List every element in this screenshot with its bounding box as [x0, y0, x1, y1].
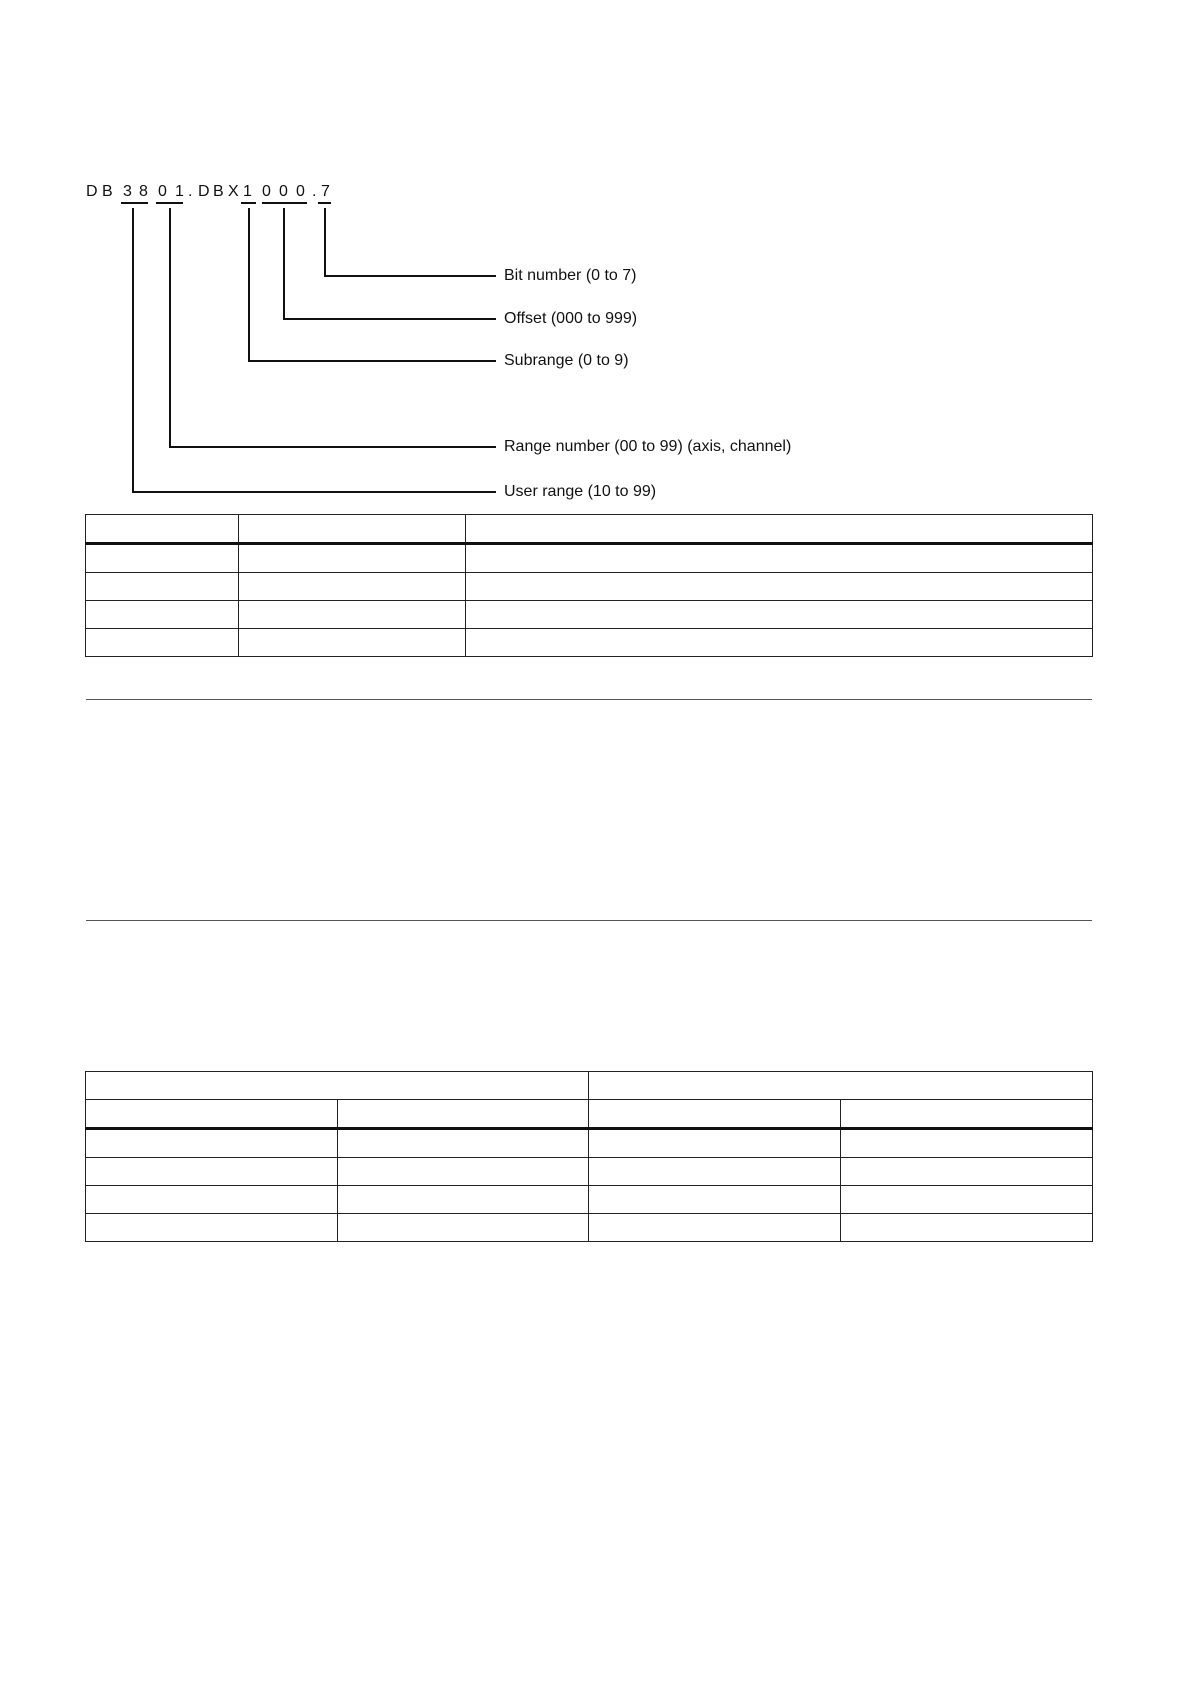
table-row	[86, 1214, 1093, 1242]
table-cell	[841, 1129, 1093, 1158]
address-char: 7	[321, 183, 330, 200]
connector-range-number	[170, 208, 496, 447]
label-user-range: User range (10 to 99)	[504, 483, 657, 500]
table-1	[85, 514, 1093, 657]
table-cell	[86, 573, 239, 601]
table-header-cell	[86, 1100, 338, 1129]
address-char: .	[312, 183, 317, 200]
table-cell	[589, 1186, 841, 1214]
table-cell	[86, 629, 239, 657]
table-cell	[466, 573, 1093, 601]
table-cell	[239, 629, 466, 657]
table-cell	[466, 544, 1093, 573]
table-cell	[841, 1186, 1093, 1214]
table-cell	[841, 1158, 1093, 1186]
table-cell	[86, 1186, 338, 1214]
label-offset: Offset (000 to 999)	[504, 310, 638, 327]
table-header-row	[86, 1100, 1093, 1129]
table-row	[86, 1158, 1093, 1186]
table-row	[86, 629, 1093, 657]
address-char: 0	[158, 183, 167, 200]
table-cell	[466, 629, 1093, 657]
address-char: 3	[123, 183, 132, 200]
address-char: B	[213, 183, 224, 200]
table-header-cell	[86, 515, 239, 544]
label-range-number: Range number (00 to 99) (axis, channel)	[504, 438, 792, 455]
table-cell	[86, 544, 239, 573]
table-cell	[239, 573, 466, 601]
table-header-cell	[466, 515, 1093, 544]
table-cell	[239, 601, 466, 629]
table-group-header-cell	[86, 1072, 589, 1100]
address-char: 0	[279, 183, 288, 200]
table-cell	[338, 1129, 589, 1158]
connector-user-range	[133, 208, 496, 492]
horizontal-divider	[86, 699, 1092, 700]
table-cell	[589, 1214, 841, 1242]
table-cell	[338, 1186, 589, 1214]
table-header-cell	[841, 1100, 1093, 1129]
table-header-cell	[589, 1100, 841, 1129]
address-char: 1	[243, 183, 252, 200]
connector-bit-number	[325, 208, 496, 276]
table-2	[85, 1071, 1093, 1242]
table-cell	[86, 601, 239, 629]
address-char: D	[198, 183, 210, 200]
address-char: B	[102, 183, 113, 200]
horizontal-divider	[86, 920, 1092, 921]
label-bit-number: Bit number (0 to 7)	[504, 267, 637, 284]
connector-offset	[284, 208, 496, 319]
table-header-cell	[239, 515, 466, 544]
address-char: 0	[296, 183, 305, 200]
table-cell	[338, 1158, 589, 1186]
table-cell	[589, 1158, 841, 1186]
label-subrange: Subrange (0 to 9)	[504, 352, 629, 369]
connector-subrange	[249, 208, 496, 361]
table-cell	[239, 544, 466, 573]
address-char: 1	[175, 183, 184, 200]
table-group-header-row	[86, 1072, 1093, 1100]
table-cell	[841, 1214, 1093, 1242]
table-cell	[589, 1129, 841, 1158]
table-cell	[338, 1214, 589, 1242]
table-cell	[86, 1158, 338, 1186]
address-char: .	[188, 183, 193, 200]
table-header-cell	[338, 1100, 589, 1129]
table-group-header-cell	[589, 1072, 1093, 1100]
address-char: D	[86, 183, 98, 200]
table-row	[86, 601, 1093, 629]
table-header-row	[86, 515, 1093, 544]
table-row	[86, 544, 1093, 573]
address-char: 8	[139, 183, 148, 200]
table-row	[86, 1186, 1093, 1214]
table-cell	[466, 601, 1093, 629]
address-char: X	[228, 183, 239, 200]
table-row	[86, 1129, 1093, 1158]
table-row	[86, 573, 1093, 601]
table-cell	[86, 1214, 338, 1242]
table-cell	[86, 1129, 338, 1158]
address-char: 0	[262, 183, 271, 200]
